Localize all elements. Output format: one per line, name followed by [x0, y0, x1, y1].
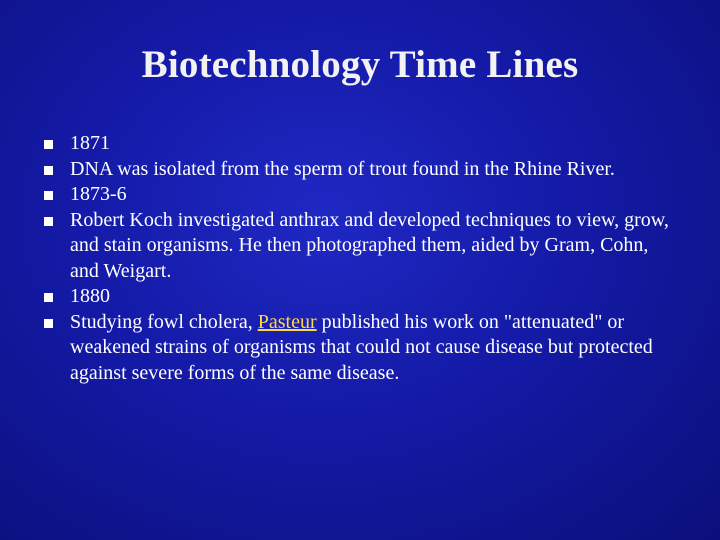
slide-title: Biotechnology Time Lines: [141, 43, 579, 86]
bullet-item: [44, 182, 674, 208]
bullet-text: 1871: [70, 132, 110, 154]
square-bullet-icon: [44, 319, 53, 328]
bullet-item: [44, 131, 674, 157]
bullet-text: 1880: [70, 285, 110, 307]
bullet-text: Robert Koch investigated anthrax and developed techniques to view, grow, and stain organisms. He then photographed them, aided by Gram, Cohn, and Weigart.: [70, 208, 669, 282]
bullet-text: 1873-6: [70, 183, 127, 205]
square-bullet-icon: [44, 293, 53, 302]
bullet-item: [44, 310, 674, 387]
bullet-list: [44, 131, 674, 386]
bullet-item: [44, 157, 674, 183]
square-bullet-icon: [44, 217, 53, 226]
bullet-item: [44, 208, 674, 285]
bullet-item: [44, 284, 674, 310]
square-bullet-icon: [44, 140, 53, 149]
square-bullet-icon: [44, 191, 53, 200]
bullet-text: DNA was isolated from the sperm of trout found in the Rhine River.: [70, 157, 615, 180]
pasteur-link[interactable]: Pasteur: [257, 310, 317, 333]
square-bullet-icon: [44, 166, 53, 175]
bullet-text-before-link: Studying fowl cholera,: [70, 310, 258, 333]
bullet-text-after-link: published his work on "attenuated" or weakened strains of organisms that could not cause disease but protected against severe forms of the same disease.: [70, 310, 653, 384]
